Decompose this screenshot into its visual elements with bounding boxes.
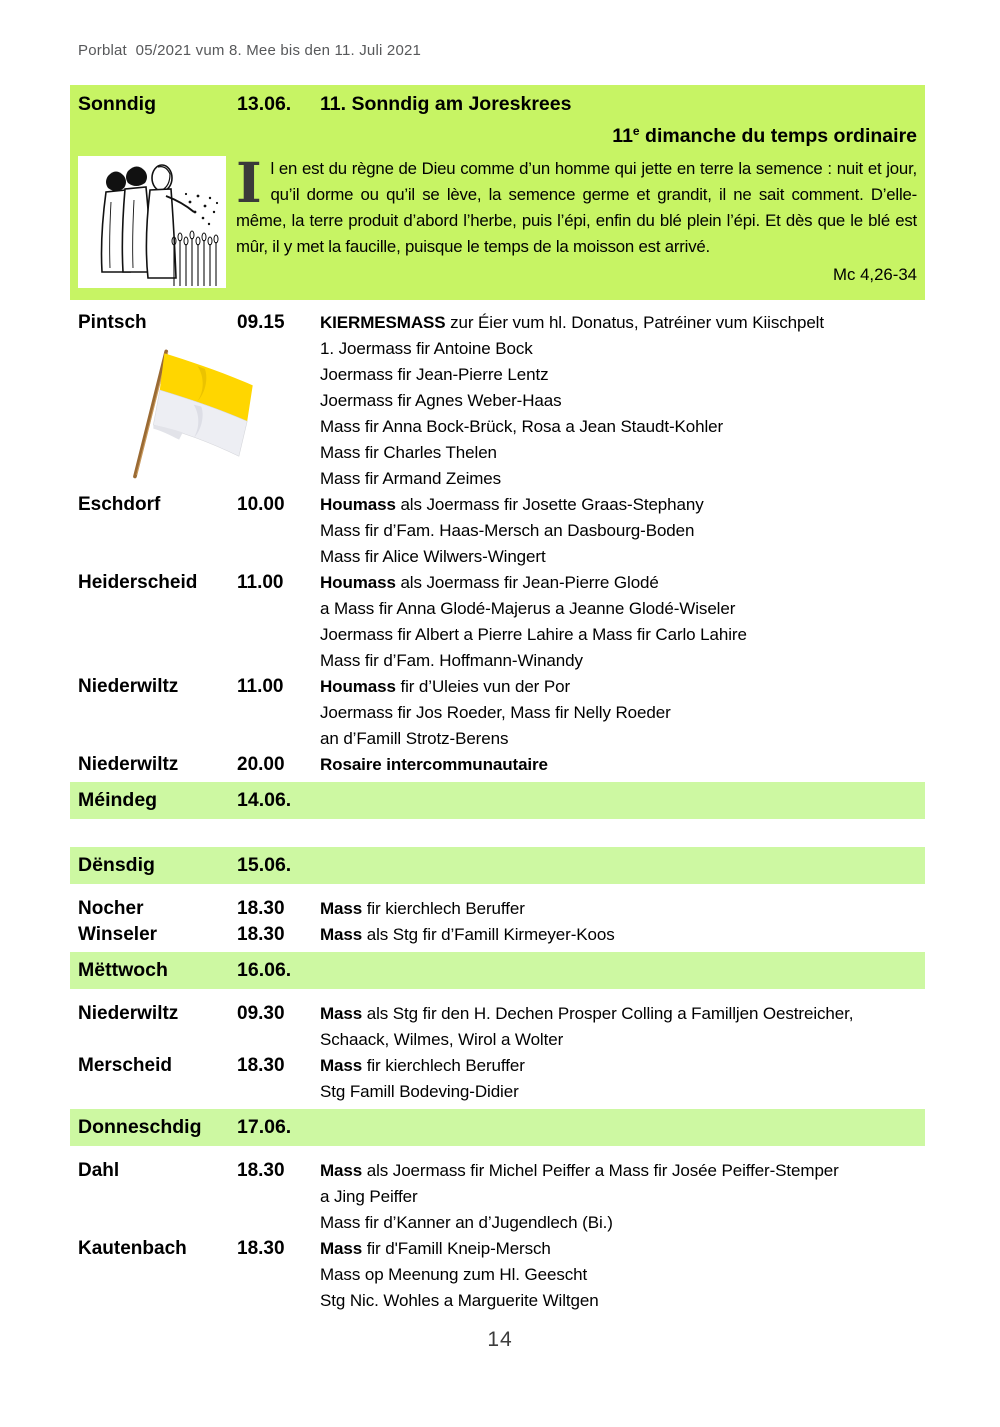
- event-line: [320, 336, 922, 362]
- event-line: [320, 466, 922, 492]
- event-text: Stg Nic. Wohles a Marguerite Wiltgen: [320, 1291, 599, 1310]
- event-text: Mass fir Charles Thelen: [320, 443, 497, 462]
- schedule-row: [78, 310, 922, 492]
- sunday-title-row: [78, 92, 917, 116]
- event-text: Joermass fir Jos Roeder, Mass fir Nelly Roeder: [320, 703, 671, 722]
- event-line: [320, 1053, 922, 1079]
- event-text: a Mass fir Anna Glodé-Majerus a Jeanne Glodé-Wiseler: [320, 599, 736, 618]
- schedule-row: [78, 1158, 922, 1236]
- time-label: 18.30: [237, 1055, 285, 1076]
- day-bar: [70, 847, 925, 884]
- gospel-text: l en est du règne de Dieu comme d’un homme qui jette en terre la semence : nuit et jour, qu’il dorme ou qu’il se lève, la semence germe et grandit, il ne sait comment. D’elle-même, la terre produit d’abord l’herbe, puis l’épi, enfin du blé plein l’épi. Et dès que le blé est mûr, il y met la faucille, puisque le temps de la moisson est arrivé.: [236, 159, 917, 256]
- schedule-row: [78, 492, 922, 570]
- event-text: fir d’Uleies vun der Por: [395, 677, 571, 696]
- event-text: als Joermass fir Josette Graas-Stephany: [395, 495, 704, 514]
- publication-header: Porblat 05/2021 vum 8. Mee bis den 11. Juli 2021: [78, 42, 422, 59]
- location-label: Eschdorf: [78, 494, 161, 515]
- event-line: [320, 570, 922, 596]
- time-label: 18.30: [237, 898, 285, 919]
- event-text: als Joermass fir Michel Peiffer a Mass fir Josée Peiffer-Stemper: [362, 1161, 839, 1180]
- event-type: Mass: [320, 925, 363, 944]
- event-text: fir kierchlech Beruffer: [362, 1056, 525, 1075]
- event-lines: [320, 922, 922, 948]
- event-line: [320, 622, 922, 648]
- event-lines: [320, 1158, 922, 1236]
- schedule-row: [78, 1001, 922, 1053]
- event-type: Houmass: [320, 677, 396, 696]
- event-line: [320, 414, 922, 440]
- event-type: Houmass: [320, 573, 396, 592]
- event-line: [320, 674, 922, 700]
- day-bar: [70, 782, 925, 819]
- event-type: Rosaire intercommunautaire: [320, 755, 548, 774]
- event-text: Mass fir Anna Bock-Brück, Rosa a Jean Staudt-Kohler: [320, 417, 724, 436]
- event-line: [320, 700, 922, 726]
- day-bar-label: Mëttwoch: [78, 959, 168, 981]
- event-line: [320, 752, 922, 778]
- event-line: [320, 1262, 922, 1288]
- schedule-row: [78, 922, 922, 948]
- event-line: [320, 440, 922, 466]
- time-label: 18.30: [237, 1238, 285, 1259]
- event-line: [320, 1236, 922, 1262]
- event-text: als Stg fir d’Famill Kirmeyer-Koos: [362, 925, 615, 944]
- event-line: [320, 388, 922, 414]
- time-label: 09.30: [237, 1003, 285, 1024]
- event-line: [320, 1184, 922, 1210]
- event-lines: [320, 1053, 922, 1105]
- entries-block: [78, 1158, 922, 1314]
- event-type: Mass: [320, 1004, 363, 1023]
- event-text: Schaack, Wilmes, Wirol a Wolter: [320, 1030, 564, 1049]
- sunday-body: [78, 150, 917, 288]
- day-bar-date: 15.06.: [237, 854, 292, 876]
- entries-block: [78, 1001, 922, 1105]
- event-line: [320, 1210, 922, 1236]
- event-line: [320, 726, 922, 752]
- event-type: KIERMESMASS: [320, 313, 446, 332]
- event-text: als Joermass fir Jean-Pierre Glodé: [395, 573, 659, 592]
- subtitle-ordinal: e: [632, 124, 640, 138]
- event-lines: [320, 570, 922, 674]
- schedule-row: [78, 1053, 922, 1105]
- bulletin-page: [0, 42, 1000, 1352]
- event-text: fir d'Famill Kneip-Mersch: [362, 1239, 551, 1258]
- sunday-day-label: Sonndig: [78, 93, 156, 115]
- entries-block: [78, 310, 922, 778]
- location-label: Winseler: [78, 924, 158, 945]
- location-label: Nocher: [78, 898, 144, 919]
- time-label: 11.00: [237, 572, 284, 593]
- event-line: [320, 896, 922, 922]
- event-line: [320, 1079, 922, 1105]
- schedule-row: [78, 570, 922, 674]
- location-label: Kautenbach: [78, 1238, 187, 1259]
- location-label: Pintsch: [78, 310, 237, 492]
- event-line: [320, 648, 922, 674]
- time-label: 10.00: [237, 494, 285, 515]
- location-label: Niederwiltz: [78, 1003, 179, 1024]
- event-text: Joermass fir Jean-Pierre Lentz: [320, 365, 549, 384]
- event-text: Mass fir d’Kanner an d’Jugendlech (Bi.): [320, 1213, 613, 1232]
- page-number: 14: [487, 1328, 513, 1351]
- event-type: Mass: [320, 899, 363, 918]
- event-lines: [320, 896, 922, 922]
- schedule-row: [78, 752, 922, 778]
- event-lines: [320, 674, 922, 752]
- schedule-row: [78, 1236, 922, 1314]
- day-bar-label: Donneschdig: [78, 1116, 202, 1138]
- day-bar-label: Méindeg: [78, 789, 158, 811]
- schedule: [78, 310, 922, 1314]
- schedule-row: [78, 896, 922, 922]
- event-text: 1. Joermass fir Antoine Bock: [320, 339, 533, 358]
- day-bar-date: 14.06.: [237, 789, 292, 811]
- time-label: 09.15: [237, 312, 285, 333]
- event-text: als Stg fir den H. Dechen Prosper Colling a Familljen Oestreicher,: [362, 1004, 854, 1023]
- day-bar-date: 16.06.: [237, 959, 292, 981]
- day-bar: [70, 952, 925, 989]
- event-text: Mass fir Alice Wilwers-Wingert: [320, 547, 546, 566]
- event-text: zur Éier vum hl. Donatus, Patréiner vum Kiischpelt: [445, 313, 824, 332]
- gospel-paragraph: [236, 150, 917, 288]
- event-lines: [320, 1001, 922, 1053]
- time-label: 20.00: [237, 754, 285, 775]
- event-line: [320, 1001, 922, 1027]
- location-label: Heiderscheid: [78, 572, 198, 593]
- location-label: Niederwiltz: [78, 676, 179, 697]
- event-type: Mass: [320, 1239, 363, 1258]
- sunday-date-label: 13.06.: [237, 93, 292, 115]
- event-line: [320, 922, 922, 948]
- time-label: 11.00: [237, 676, 284, 697]
- event-line: [320, 1027, 922, 1053]
- sunday-feast-title: 11. Sonndig am Joreskrees: [320, 93, 572, 115]
- event-text: Joermass fir Agnes Weber-Haas: [320, 391, 562, 410]
- event-type: Mass: [320, 1161, 363, 1180]
- event-line: [320, 544, 922, 570]
- event-lines: [320, 310, 922, 492]
- subtitle-text: dimanche du temps ordinaire: [639, 125, 917, 147]
- event-lines: [320, 752, 922, 778]
- event-line: [320, 1288, 922, 1314]
- event-line: [320, 362, 922, 388]
- time-label: 18.30: [237, 1160, 285, 1181]
- sunday-feast-subtitle: [78, 119, 917, 148]
- event-line: [320, 518, 922, 544]
- sower-illustration: [78, 156, 226, 288]
- event-text: fir kierchlech Beruffer: [362, 899, 525, 918]
- day-bar: [70, 1109, 925, 1146]
- event-type: Houmass: [320, 495, 396, 514]
- event-text: Mass fir d’Fam. Hoffmann-Winandy: [320, 651, 583, 670]
- event-line: [320, 596, 922, 622]
- event-lines: [320, 492, 922, 570]
- sunday-header-block: [70, 85, 925, 300]
- event-text: a Jing Peiffer: [320, 1187, 418, 1206]
- event-line: [320, 492, 922, 518]
- event-line: [320, 310, 922, 336]
- gospel-reference: Mc 4,26-34: [833, 265, 917, 284]
- day-bar-date: 17.06.: [237, 1116, 292, 1138]
- event-type: Mass: [320, 1056, 363, 1075]
- schedule-row: [78, 674, 922, 752]
- day-bar-label: Dënsdig: [78, 854, 155, 876]
- event-text: Mass fir d’Fam. Haas-Mersch an Dasbourg-Boden: [320, 521, 695, 540]
- event-lines: [320, 1236, 922, 1314]
- time-label: 18.30: [237, 924, 285, 945]
- entries-block: [78, 896, 922, 948]
- event-text: Joermass fir Albert a Pierre Lahire a Mass fir Carlo Lahire: [320, 625, 747, 644]
- event-text: an d’Famill Strotz-Berens: [320, 729, 509, 748]
- event-text: Mass op Meenung zum Hl. Geescht: [320, 1265, 588, 1284]
- event-line: [320, 1158, 922, 1184]
- event-text: Stg Famill Bodeving-Didier: [320, 1082, 519, 1101]
- location-label: Merscheid: [78, 1055, 172, 1076]
- location-label: Dahl: [78, 1160, 120, 1181]
- event-text: Mass fir Armand Zeimes: [320, 469, 502, 488]
- gospel-dropcap: I: [236, 150, 262, 215]
- subtitle-number: 11: [612, 125, 633, 147]
- location-label: Niederwiltz: [78, 754, 179, 775]
